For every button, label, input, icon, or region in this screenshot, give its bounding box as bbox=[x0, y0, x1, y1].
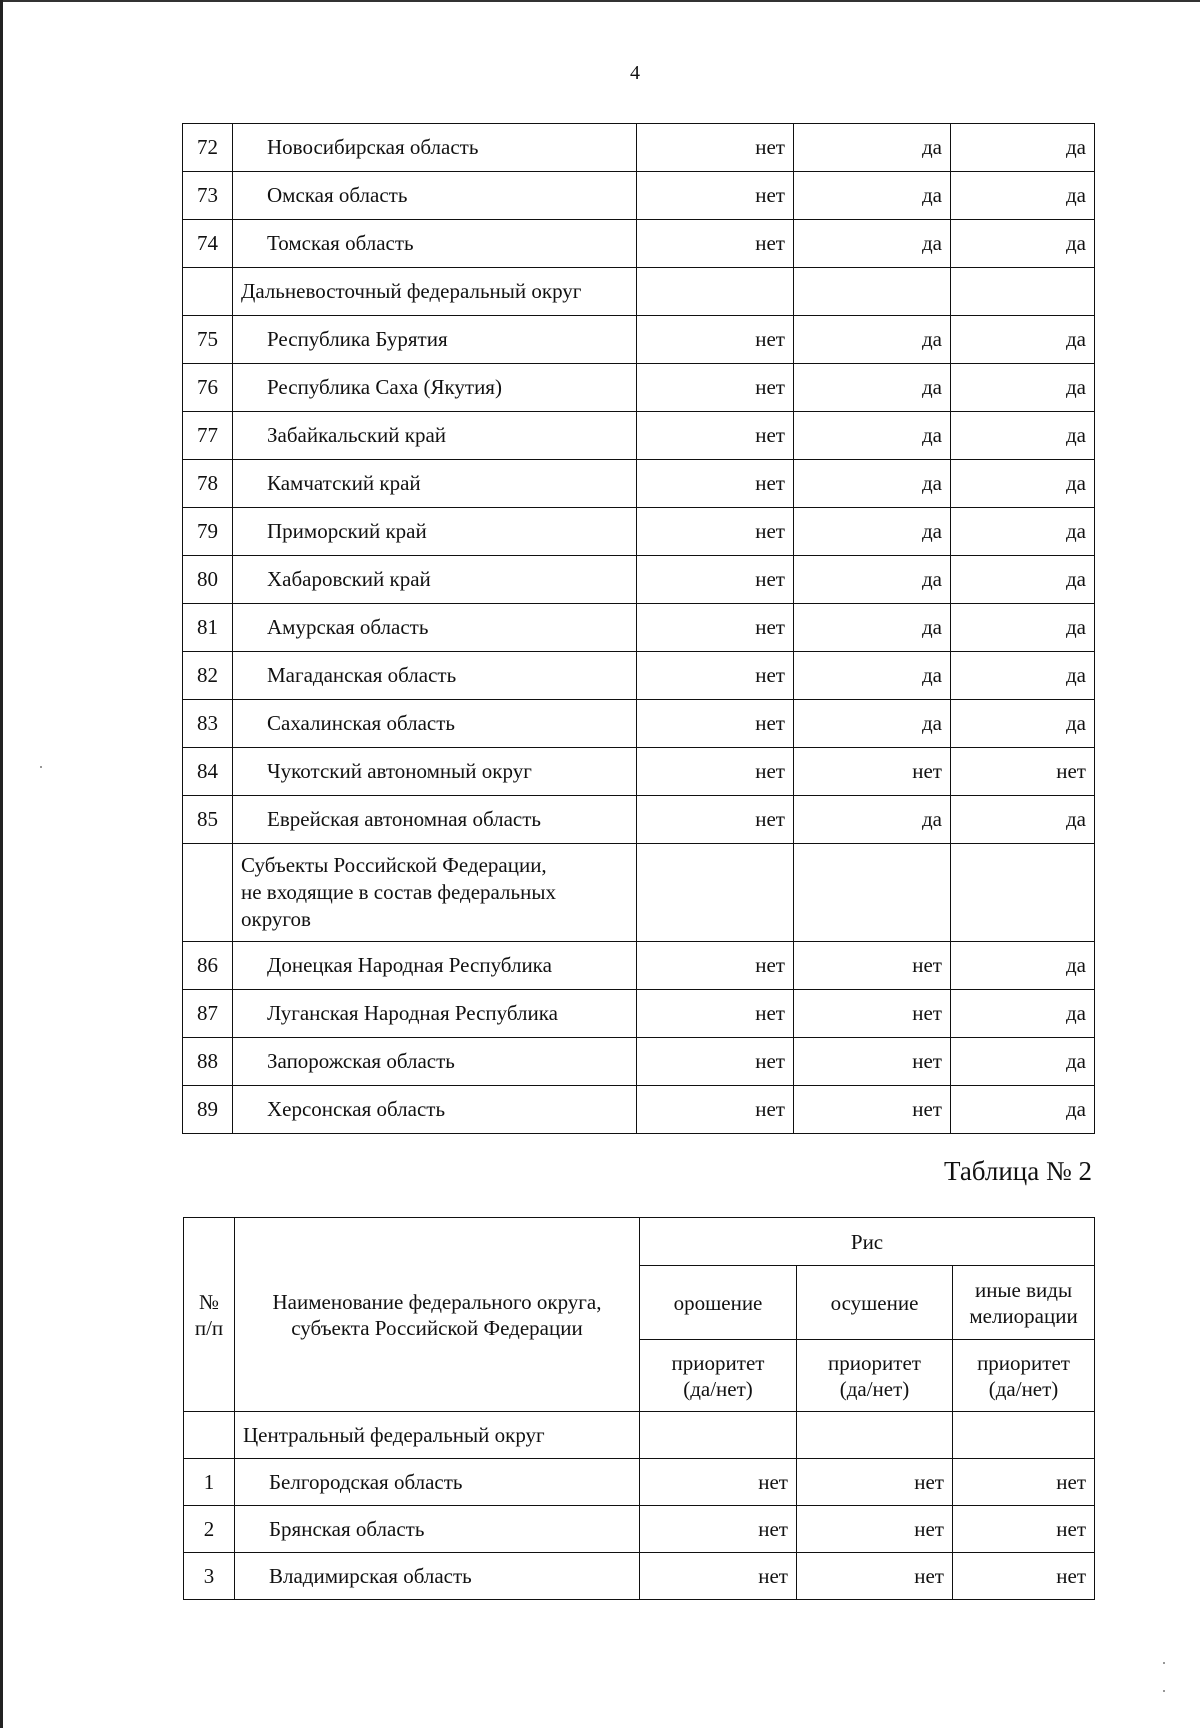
drainage-value: да bbox=[794, 172, 951, 220]
irrigation-value: нет bbox=[637, 604, 794, 652]
regions-table-continued bbox=[182, 123, 1095, 1134]
row-number: 73 bbox=[183, 172, 233, 220]
scan-speck bbox=[40, 766, 42, 768]
scan-edge-left bbox=[0, 0, 3, 1728]
table-row bbox=[183, 604, 1095, 652]
header-crop: Рис bbox=[640, 1218, 1095, 1266]
row-number: 88 bbox=[183, 1038, 233, 1086]
region-name: Владимирская область bbox=[235, 1553, 640, 1600]
region-name: Камчатский край bbox=[233, 460, 637, 508]
table-row bbox=[183, 990, 1095, 1038]
header-region-name: Наименование федерального округа, субъекта Российской Федерации bbox=[235, 1218, 640, 1412]
region-name: Брянская область bbox=[235, 1506, 640, 1553]
drainage-value: да bbox=[794, 604, 951, 652]
other-melioration-value: да bbox=[951, 942, 1095, 990]
other-melioration-value: нет bbox=[953, 1506, 1095, 1553]
regions-table-body bbox=[183, 124, 1095, 1134]
row-number: 3 bbox=[184, 1553, 235, 1600]
irrigation-value: нет bbox=[637, 316, 794, 364]
other-melioration-value: да bbox=[951, 700, 1095, 748]
table-row bbox=[183, 172, 1095, 220]
group-row bbox=[183, 268, 1095, 316]
other-melioration-value: да bbox=[951, 172, 1095, 220]
irrigation-value: нет bbox=[637, 412, 794, 460]
table-row bbox=[183, 556, 1095, 604]
group-empty-cell bbox=[953, 1412, 1095, 1459]
irrigation-value: нет bbox=[637, 124, 794, 172]
table-row bbox=[183, 364, 1095, 412]
group-empty-cell bbox=[951, 268, 1095, 316]
other-melioration-value: да bbox=[951, 508, 1095, 556]
region-name: Запорожская область bbox=[233, 1038, 637, 1086]
table-row bbox=[183, 796, 1095, 844]
drainage-value: да bbox=[794, 508, 951, 556]
irrigation-value: нет bbox=[637, 1086, 794, 1134]
other-melioration-value: да bbox=[951, 1086, 1095, 1134]
region-name: Новосибирская область bbox=[233, 124, 637, 172]
table-row bbox=[183, 316, 1095, 364]
group-name-line: округов bbox=[241, 907, 311, 931]
irrigation-value: нет bbox=[640, 1459, 797, 1506]
group-name: Дальневосточный федеральный округ bbox=[233, 268, 637, 316]
row-number: 72 bbox=[183, 124, 233, 172]
table-row bbox=[184, 1553, 1095, 1600]
group-number-cell bbox=[184, 1412, 235, 1459]
header-other-melioration: иные виды мелиорации bbox=[953, 1266, 1095, 1340]
table-row bbox=[183, 700, 1095, 748]
group-name-line: Субъекты Российской Федерации, bbox=[241, 853, 547, 877]
drainage-value: да bbox=[794, 796, 951, 844]
table-row bbox=[183, 1038, 1095, 1086]
row-number: 2 bbox=[184, 1506, 235, 1553]
irrigation-value: нет bbox=[637, 556, 794, 604]
table2-caption: Таблица № 2 bbox=[944, 1156, 1092, 1186]
irrigation-value: нет bbox=[637, 796, 794, 844]
table-row bbox=[184, 1459, 1095, 1506]
region-name: Хабаровский край bbox=[233, 556, 637, 604]
group-empty-cell bbox=[637, 844, 794, 942]
drainage-value: нет bbox=[797, 1506, 953, 1553]
other-melioration-value: да bbox=[951, 604, 1095, 652]
table-row bbox=[183, 124, 1095, 172]
drainage-value: да bbox=[794, 220, 951, 268]
other-melioration-value: да bbox=[951, 220, 1095, 268]
region-name: Омская область bbox=[233, 172, 637, 220]
other-melioration-value: нет bbox=[951, 748, 1095, 796]
header-irrigation: орошение bbox=[640, 1266, 797, 1340]
group-empty-cell bbox=[951, 844, 1095, 942]
header-number: № п/п bbox=[184, 1218, 235, 1412]
irrigation-value: нет bbox=[640, 1553, 797, 1600]
irrigation-value: нет bbox=[637, 748, 794, 796]
row-number: 83 bbox=[183, 700, 233, 748]
scan-edge-top bbox=[0, 0, 1200, 2]
region-name: Республика Саха (Якутия) bbox=[233, 364, 637, 412]
table2-header bbox=[184, 1218, 1095, 1412]
row-number: 76 bbox=[183, 364, 233, 412]
table-row bbox=[183, 1086, 1095, 1134]
other-melioration-value: да bbox=[951, 556, 1095, 604]
group-row bbox=[184, 1412, 1095, 1459]
table-row bbox=[183, 220, 1095, 268]
scan-speck bbox=[1163, 1662, 1165, 1664]
row-number: 78 bbox=[183, 460, 233, 508]
region-name: Донецкая Народная Республика bbox=[233, 942, 637, 990]
region-name: Республика Бурятия bbox=[233, 316, 637, 364]
group-name: Центральный федеральный округ bbox=[235, 1412, 640, 1459]
group-empty-cell bbox=[637, 268, 794, 316]
region-name: Томская область bbox=[233, 220, 637, 268]
region-name: Магаданская область bbox=[233, 652, 637, 700]
irrigation-value: нет bbox=[637, 220, 794, 268]
region-name: Белгородская область bbox=[235, 1459, 640, 1506]
row-number: 79 bbox=[183, 508, 233, 556]
drainage-value: нет bbox=[794, 1038, 951, 1086]
group-number-cell bbox=[183, 268, 233, 316]
row-number: 89 bbox=[183, 1086, 233, 1134]
drainage-value: нет bbox=[794, 748, 951, 796]
irrigation-value: нет bbox=[637, 172, 794, 220]
group-name-line: не входящие в состав федеральных bbox=[241, 880, 556, 904]
irrigation-value: нет bbox=[637, 460, 794, 508]
header-priority-2: приоритет (да/нет) bbox=[797, 1340, 953, 1412]
irrigation-value: нет bbox=[637, 1038, 794, 1086]
table-row bbox=[183, 652, 1095, 700]
drainage-value: нет bbox=[797, 1459, 953, 1506]
table-row bbox=[184, 1506, 1095, 1553]
scan-speck bbox=[1163, 1690, 1165, 1692]
drainage-value: нет bbox=[794, 990, 951, 1038]
header-priority-3: приоритет (да/нет) bbox=[953, 1340, 1095, 1412]
other-melioration-value: да bbox=[951, 124, 1095, 172]
region-name: Приморский край bbox=[233, 508, 637, 556]
irrigation-value: нет bbox=[637, 652, 794, 700]
group-empty-cell bbox=[794, 844, 951, 942]
region-name: Амурская область bbox=[233, 604, 637, 652]
other-melioration-value: нет bbox=[953, 1553, 1095, 1600]
other-melioration-value: нет bbox=[953, 1459, 1095, 1506]
page-number: 4 bbox=[630, 62, 640, 84]
group-row bbox=[183, 844, 1095, 942]
drainage-value: да bbox=[794, 700, 951, 748]
irrigation-value: нет bbox=[637, 700, 794, 748]
drainage-value: нет bbox=[794, 942, 951, 990]
irrigation-value: нет bbox=[640, 1506, 797, 1553]
row-number: 81 bbox=[183, 604, 233, 652]
irrigation-value: нет bbox=[637, 508, 794, 556]
drainage-value: да bbox=[794, 556, 951, 604]
row-number: 85 bbox=[183, 796, 233, 844]
region-name: Сахалинская область bbox=[233, 700, 637, 748]
irrigation-value: нет bbox=[637, 942, 794, 990]
rice-priority-table bbox=[183, 1217, 1095, 1600]
drainage-value: да bbox=[794, 124, 951, 172]
row-number: 84 bbox=[183, 748, 233, 796]
drainage-value: да bbox=[794, 412, 951, 460]
row-number: 87 bbox=[183, 990, 233, 1038]
other-melioration-value: да bbox=[951, 1038, 1095, 1086]
region-name: Луганская Народная Республика bbox=[233, 990, 637, 1038]
region-name: Забайкальский край bbox=[233, 412, 637, 460]
table-row bbox=[183, 942, 1095, 990]
table-row bbox=[183, 748, 1095, 796]
table-row bbox=[183, 508, 1095, 556]
row-number: 77 bbox=[183, 412, 233, 460]
other-melioration-value: да bbox=[951, 796, 1095, 844]
other-melioration-value: да bbox=[951, 652, 1095, 700]
group-number-cell bbox=[183, 844, 233, 942]
group-empty-cell bbox=[640, 1412, 797, 1459]
drainage-value: да bbox=[794, 316, 951, 364]
table-row bbox=[183, 460, 1095, 508]
row-number: 82 bbox=[183, 652, 233, 700]
group-empty-cell bbox=[797, 1412, 953, 1459]
row-number: 80 bbox=[183, 556, 233, 604]
header-drainage: осушение bbox=[797, 1266, 953, 1340]
other-melioration-value: да bbox=[951, 990, 1095, 1038]
row-number: 86 bbox=[183, 942, 233, 990]
table-row bbox=[183, 412, 1095, 460]
row-number: 75 bbox=[183, 316, 233, 364]
drainage-value: да bbox=[794, 460, 951, 508]
region-name: Еврейская автономная область bbox=[233, 796, 637, 844]
drainage-value: да bbox=[794, 364, 951, 412]
other-melioration-value: да bbox=[951, 316, 1095, 364]
header-priority-1: приоритет (да/нет) bbox=[640, 1340, 797, 1412]
irrigation-value: нет bbox=[637, 990, 794, 1038]
table2-body bbox=[184, 1412, 1095, 1600]
drainage-value: нет bbox=[794, 1086, 951, 1134]
drainage-value: да bbox=[794, 652, 951, 700]
row-number: 1 bbox=[184, 1459, 235, 1506]
other-melioration-value: да bbox=[951, 364, 1095, 412]
region-name: Херсонская область bbox=[233, 1086, 637, 1134]
group-empty-cell bbox=[794, 268, 951, 316]
irrigation-value: нет bbox=[637, 364, 794, 412]
other-melioration-value: да bbox=[951, 412, 1095, 460]
other-melioration-value: да bbox=[951, 460, 1095, 508]
drainage-value: нет bbox=[797, 1553, 953, 1600]
group-name bbox=[233, 844, 637, 942]
row-number: 74 bbox=[183, 220, 233, 268]
region-name: Чукотский автономный округ bbox=[233, 748, 637, 796]
